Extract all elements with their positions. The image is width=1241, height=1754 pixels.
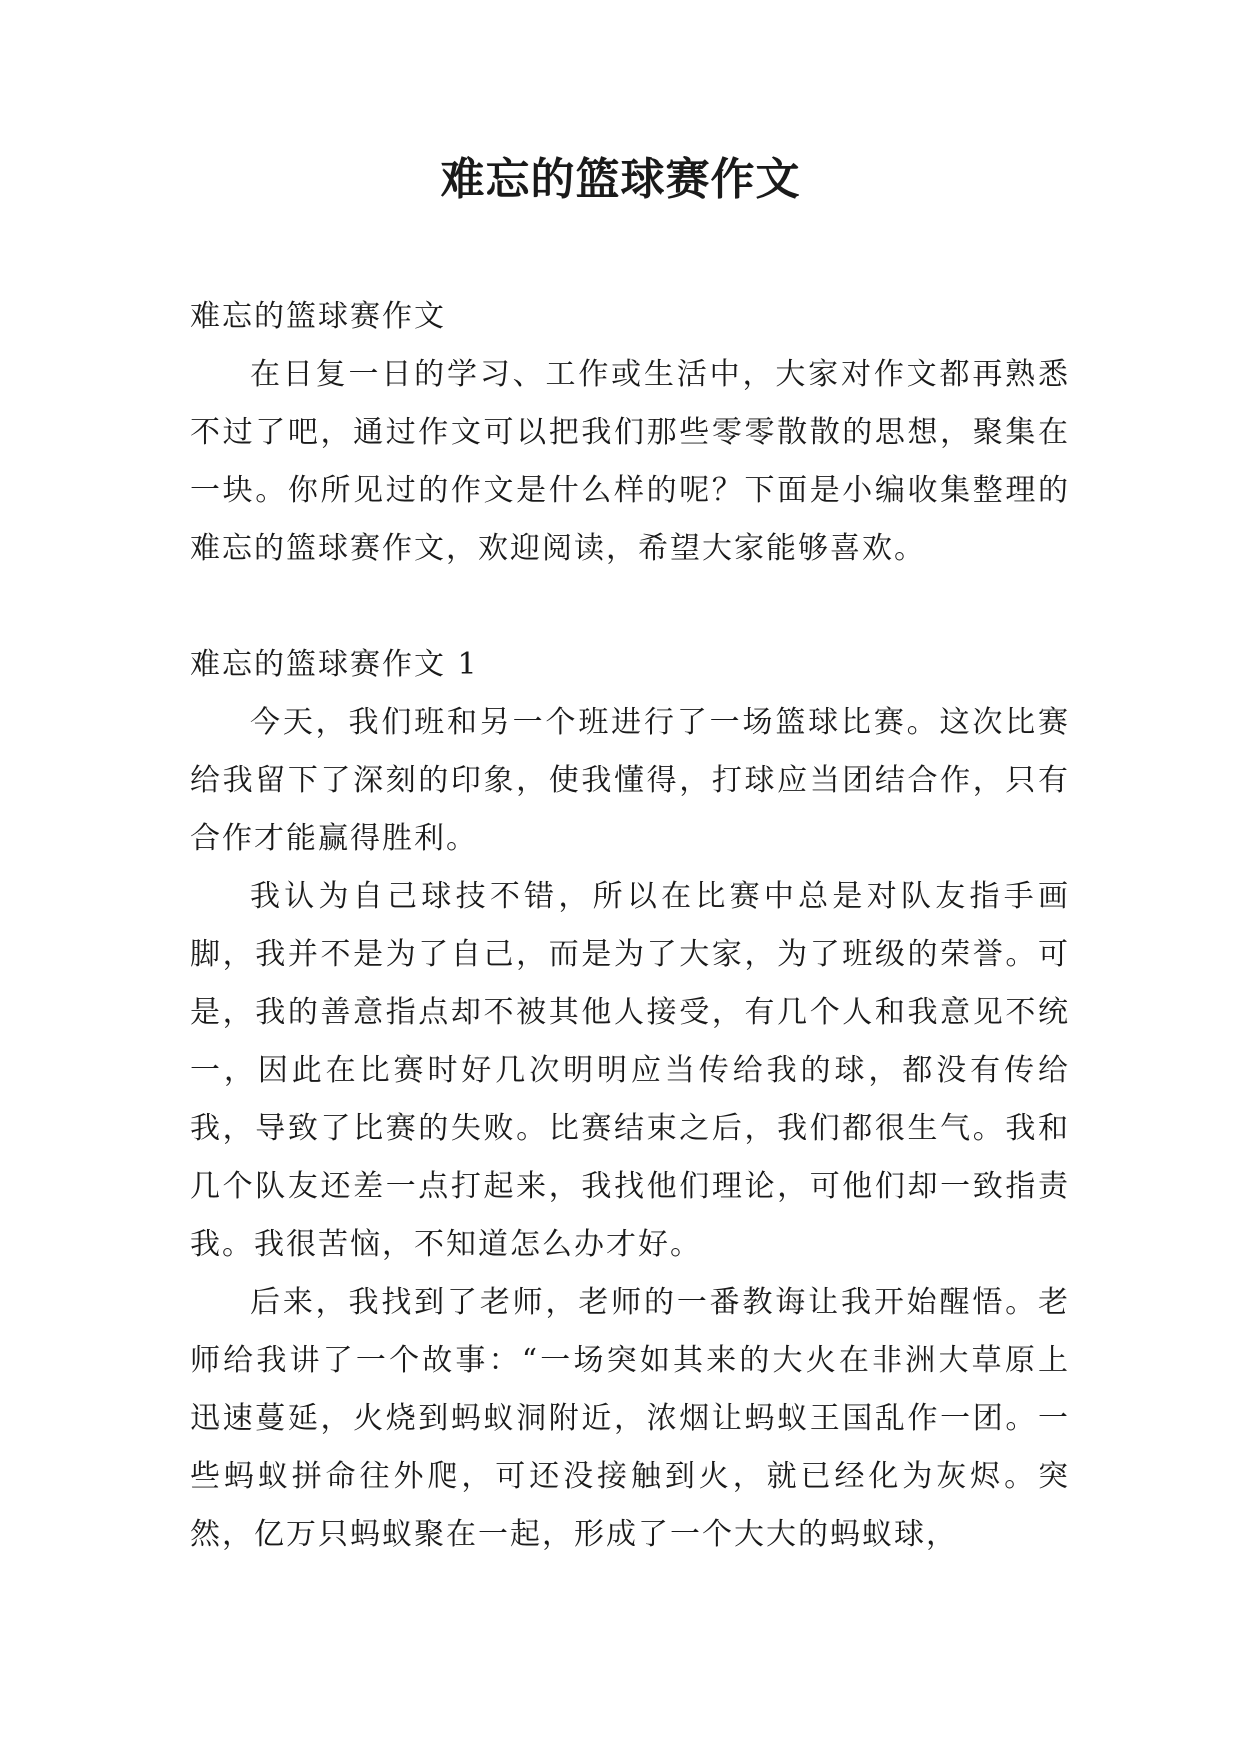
document-title: 难忘的篮球赛作文 <box>440 154 801 205</box>
section-1-heading: 难忘的篮球赛作文 1 <box>190 647 479 682</box>
section-1-paragraph-1: 今天，我们班和另一个班进行了一场篮球比赛。这次比赛给我留下了深刻的印象，使我懂得，打球应当团结合作，只有合作才能赢得胜利。 <box>190 705 1070 856</box>
section-spacer <box>190 578 1070 636</box>
section-1-paragraph-2: 我认为自己球技不错，所以在比赛中总是对队友指手画脚，我并不是为了自己，而是为了大家，为了班级的荣誉。可是，我的善意指点却不被其他人接受，有几个人和我意见不统一，因此在比赛时好几次明明应当传给我的球，都没有传给我，导致了比赛的失败。比赛结束之后，我们都很生气。我和几个队友还差一点打起来，我找他们理论，可他们却一致指责我。我很苦恼，不知道怎么办才好。 <box>190 879 1070 1262</box>
document-body <box>190 288 1070 1564</box>
section-1-paragraph-3: 后来，我找到了老师，老师的一番教诲让我开始醒悟。老师给我讲了一个故事：“一场突如其来的大火在非洲大草原上迅速蔓延，火烧到蚂蚁洞附近，浓烟让蚂蚁王国乱作一团。一些蚂蚁拼命往外爬，可还没接触到火，就已经化为灰烬。突然，亿万只蚂蚁聚在一起，形成了一个大大的蚂蚁球， <box>190 1285 1070 1552</box>
intro-paragraph: 在日复一日的学习、工作或生活中，大家对作文都再熟悉不过了吧，通过作文可以把我们那些零零散散的思想，聚集在一块。你所见过的作文是什么样的呢？下面是小编收集整理的难忘的篮球赛作文，欢迎阅读，希望大家能够喜欢。 <box>190 357 1070 566</box>
intro-heading: 难忘的篮球赛作文 <box>190 299 446 334</box>
